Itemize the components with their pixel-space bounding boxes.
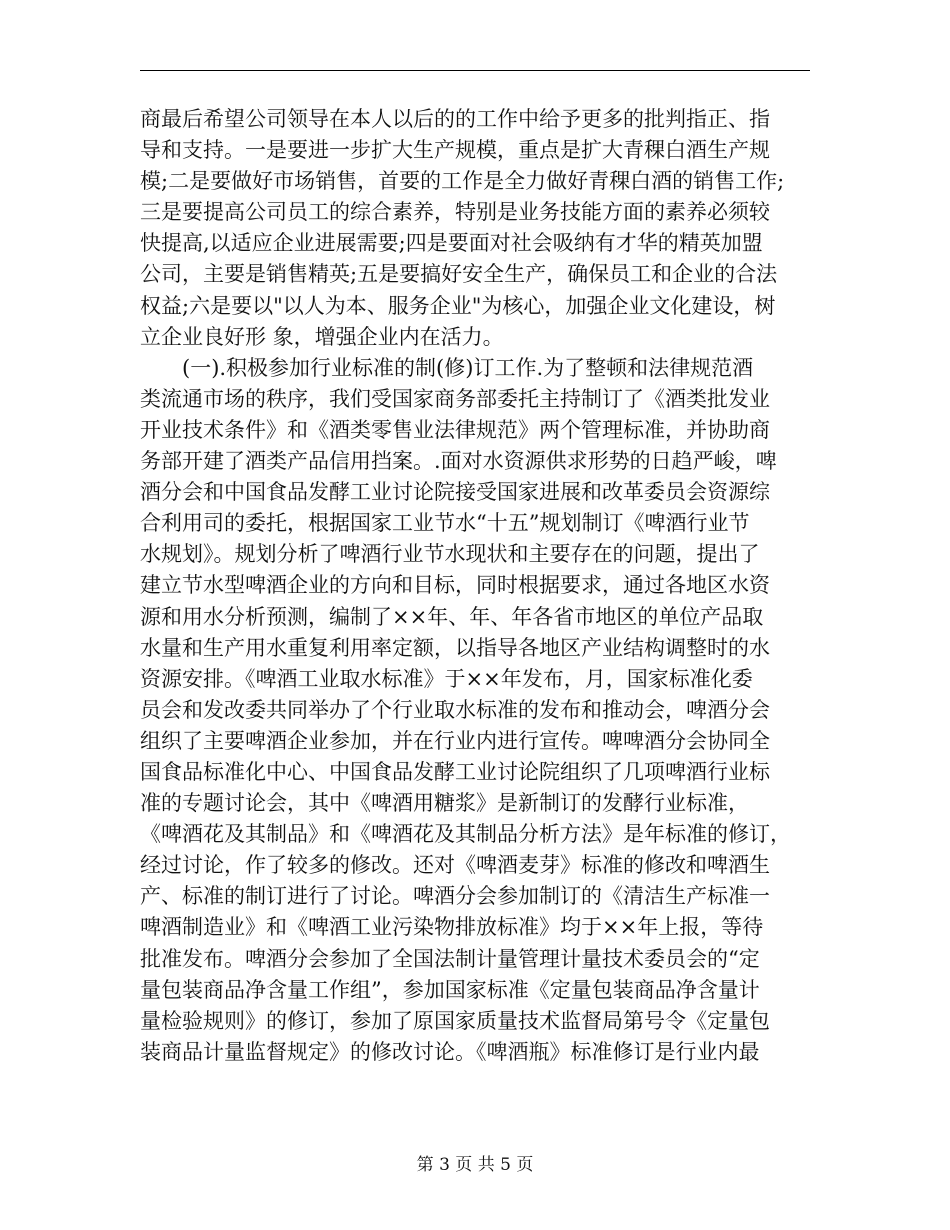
text-line: 源和用水分析预测，编制了××年、年、年各省市地区的单位产品取 — [140, 604, 764, 629]
text-line: 经过讨论，作了较多的修改。还对《啤酒麦芽》标准的修改和啤酒生 — [140, 853, 770, 878]
body-text — [140, 104, 810, 1068]
text-line: 模;二是要做好市场销售，首要的工作是全力做好青稞白酒的销售工作; — [140, 169, 785, 194]
text-line: (一).积极参加行业标准的制(修)订工作.为了整顿和法律规范酒 — [182, 355, 754, 380]
text-line: 资源安排。《啤酒工业取水标准》于××年发布，月，国家标准化委 — [140, 666, 753, 691]
text-line: 员会和发改委共同举办了个行业取水标准的发布和推动会，啤酒分会 — [140, 697, 770, 722]
text-line: 合利用司的委托，根据国家工业节水“十五”规划制订《啤酒行业节 — [140, 511, 750, 536]
text-line: 水量和生产用水重复利用率定额，以指导各地区产业结构调整时的水 — [140, 635, 770, 660]
text-line: 产、标准的制订进行了讨论。啤酒分会参加制订的《清洁生产标准一 — [140, 884, 770, 909]
text-line: 酒分会和中国食品发酵工业讨论院接受国家进展和改革委员会资源综 — [140, 480, 770, 505]
text-line: 三是要提高公司员工的综合素养，特别是业务技能方面的素养必须较 — [140, 200, 770, 225]
text-line: 国食品标准化中心、中国食品发酵工业讨论院组织了几项啤酒行业标 — [140, 759, 770, 784]
text-line: 建立节水型啤酒企业的方向和目标，同时根据要求，通过各地区水资 — [140, 573, 770, 598]
text-line: 务部开建了酒类产品信用挡案。.面对水资源供求形势的日趋严峻，啤 — [140, 449, 777, 474]
text-line: 装商品计量监督规定》的修改讨论。《啤酒瓶》标准修订是行业内最 — [140, 1039, 760, 1064]
text-line: 导和支持。一是要进一步扩大生产规模，重点是扩大青稞白酒生产规 — [140, 138, 770, 163]
text-line: 批准发布。啤酒分会参加了全国法制计量管理计量技术委员会的“定 — [140, 946, 760, 971]
text-line: 水规划》。规划分析了啤酒行业节水现状和主要存在的问题，提出了 — [140, 542, 760, 567]
text-line: 《啤酒花及其制品》和《啤酒花及其制品分析方法》是年标准的修订， — [140, 822, 791, 847]
text-line: 组织了主要啤酒企业参加，并在行业内进行宣传。啤啤酒分会协同全 — [140, 728, 770, 753]
text-line: 啤酒制造业》和《啤酒工业污染物排放标准》均于××年上报，等待 — [140, 915, 764, 940]
text-line: 量包装商品净含量工作组”，参加国家标准《定量包装商品净含量计 — [140, 977, 760, 1002]
header-rule — [140, 70, 810, 71]
text-line: 准的专题讨论会，其中《啤酒用糖浆》是新制订的发酵行业标准， — [140, 791, 749, 816]
text-line: 快提高,以适应企业进展需要;四是要面对社会吸纳有才华的精英加盟 — [140, 231, 763, 256]
text-line: 公司，主要是销售精英;五是要搞好安全生产，确保员工和企业的合法 — [140, 262, 778, 287]
text-line: 开业技术条件》和《酒类零售业法律规范》两个管理标准，并协助商 — [140, 417, 770, 442]
text-line: 量检验规则》的修订，参加了原国家质量技术监督局第号令《定量包 — [140, 1008, 770, 1033]
text-line: 立企业良好形 象，增强企业内在活力。 — [140, 324, 504, 349]
page-footer: 第 3 页 共 5 页 — [416, 1155, 534, 1175]
text-line: 商最后希望公司领导在本人以后的的工作中给予更多的批判指正、指 — [140, 107, 770, 131]
text-line: 权益;六是要以"以人为本、服务企业"为核心，加强企业文化建设，树 — [140, 293, 776, 318]
text-line: 类流通市场的秩序，我们受国家商务部委托主持制订了《酒类批发业 — [140, 386, 770, 411]
